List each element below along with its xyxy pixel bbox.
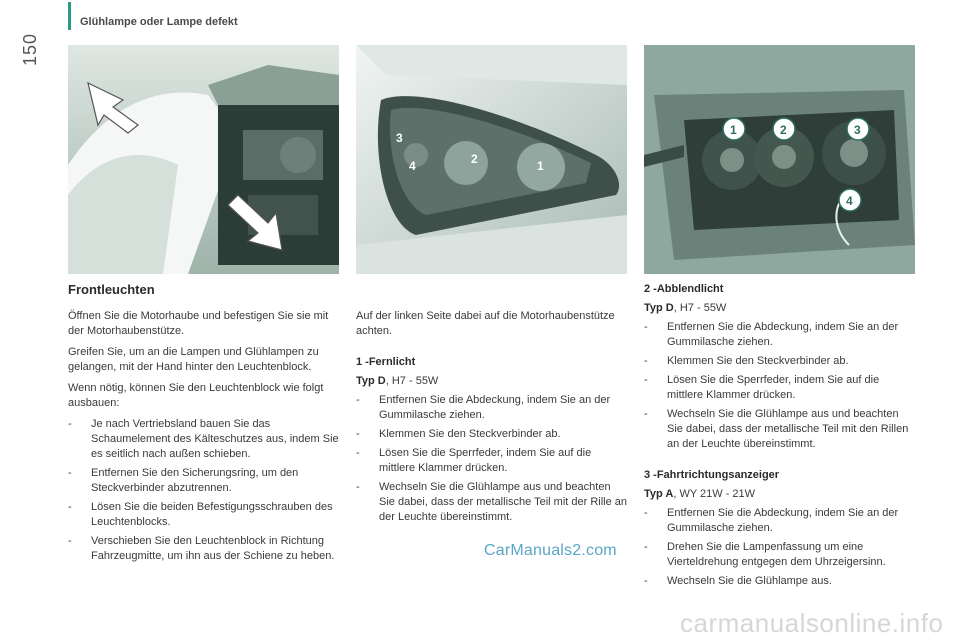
list-item: - Wechseln Sie die Glühlampe aus und beachten Sie dabei, dass der metallische Teil mit den Rillen an der Leuchte übereinstimmt. <box>644 408 909 450</box>
list-item: - Je nach Vertriebsland bauen Sie das Schaumelement des Kälteschutzes aus, indem Sie es seitlich nach außen schieben. <box>68 418 339 460</box>
bullet-dash: - <box>356 481 360 493</box>
bullet-dash: - <box>356 447 360 459</box>
list-item: - Drehen Sie die Lampenfassung um eine Vierteldrehung entgegen dem Uhrzeigersinn. <box>644 541 886 568</box>
bullet-dash: - <box>644 575 648 587</box>
bulb-type: Typ D, H7 - 55W <box>644 302 727 314</box>
step-list <box>356 393 628 525</box>
paragraph: Greifen Sie, um an die Lampen und Glühlampen zu gelangen, mit der Hand hinter den Leuchtenblock. <box>68 346 319 373</box>
bullet-dash: - <box>644 408 648 420</box>
bullet-dash: - <box>68 501 72 513</box>
bullet-dash: - <box>644 507 648 519</box>
photo3-label-3: 3 <box>854 123 861 137</box>
photo2-label-2: 2 <box>471 152 478 166</box>
photo2-label-1: 1 <box>537 159 544 173</box>
list-item: - Klemmen Sie den Steckverbinder ab. <box>356 428 561 440</box>
step-list <box>68 417 343 564</box>
list-item: - Lösen Sie die Sperrfeder, indem Sie auf die mittlere Klammer drücken. <box>356 447 592 474</box>
bullet-dash: - <box>644 321 648 333</box>
photo-engine-bay <box>68 45 339 274</box>
step-list <box>644 506 916 589</box>
header-accent-bar <box>68 2 71 30</box>
bulb-type: Typ A, WY 21W - 21W <box>644 488 756 500</box>
bullet-dash: - <box>644 355 648 367</box>
photo3-label-1: 1 <box>730 123 737 137</box>
list-item: - Wechseln Sie die Glühlampe aus. <box>644 575 832 587</box>
paragraph: Auf der linken Seite dabei auf die Motorhaubenstütze achten. <box>356 310 615 337</box>
bullet-dash: - <box>68 467 72 479</box>
bullet-dash: - <box>68 418 72 430</box>
photo-headlamp-rear <box>644 45 915 274</box>
column-2 <box>356 309 628 531</box>
list-item: - Lösen Sie die beiden Befestigungsschrauben des Leuchtenblocks. <box>68 501 333 528</box>
list-item: - Entfernen Sie die Abdeckung, indem Sie an der Gummilasche ziehen. <box>356 394 611 421</box>
list-item: - Entfernen Sie die Abdeckung, indem Sie an der Gummilasche ziehen. <box>644 321 899 348</box>
subheading-fernlicht: 1 -Fernlicht <box>356 356 416 368</box>
list-item: - Entfernen Sie die Abdeckung, indem Sie an der Gummilasche ziehen. <box>644 507 899 534</box>
bullet-dash: - <box>644 541 648 553</box>
step-list <box>644 320 916 452</box>
bullet-dash: - <box>356 394 360 406</box>
list-item: - Lösen Sie die Sperrfeder, indem Sie auf die mittlere Klammer drücken. <box>644 374 880 401</box>
bulb-type: Typ D, H7 - 55W <box>356 375 439 387</box>
photo3-label-2: 2 <box>780 123 787 137</box>
section-title: Frontleuchten <box>68 282 155 297</box>
subheading-abblendlicht: 2 -Abblendlicht <box>644 283 724 295</box>
page-header: Glühlampe oder Lampe defekt <box>80 16 238 28</box>
photo2-label-3: 3 <box>396 131 403 145</box>
column-3 <box>644 282 916 595</box>
bullet-dash: - <box>644 374 648 386</box>
subheading-fahrtrichtungsanzeiger: 3 -Fahrtrichtungsanzeiger <box>644 469 780 481</box>
paragraph: Wenn nötig, können Sie den Leuchtenblock wie folgt ausbauen: <box>68 382 324 409</box>
list-item: - Klemmen Sie den Steckverbinder ab. <box>644 355 849 367</box>
list-item: - Entfernen Sie den Sicherungsring, um den Steckverbinder abzutrennen. <box>68 467 299 494</box>
photo-headlamp-front <box>356 45 627 274</box>
photo2-label-4: 4 <box>409 159 416 173</box>
page-number: 150 <box>20 32 40 66</box>
watermark-carmanuals2[interactable]: CarManuals2.com <box>484 542 617 559</box>
list-item: - Wechseln Sie die Glühlampe aus und beachten Sie dabei, dass der metallische Teil mit der Rille an der Leuchte übereinstimmt. <box>356 481 628 523</box>
column-1 <box>68 282 343 570</box>
bullet-dash: - <box>68 535 72 547</box>
watermark-carmanualsonline[interactable]: carmanualsonline.info <box>680 608 944 638</box>
bullet-dash: - <box>356 428 360 440</box>
list-item: - Verschieben Sie den Leuchtenblock in Richtung Fahrzeugmitte, um ihn aus der Schiene zu heben. <box>68 535 335 562</box>
paragraph: Öffnen Sie die Motorhaube und befestigen Sie sie mit der Motorhaubenstütze. <box>68 310 329 337</box>
photo3-label-4: 4 <box>846 194 853 208</box>
